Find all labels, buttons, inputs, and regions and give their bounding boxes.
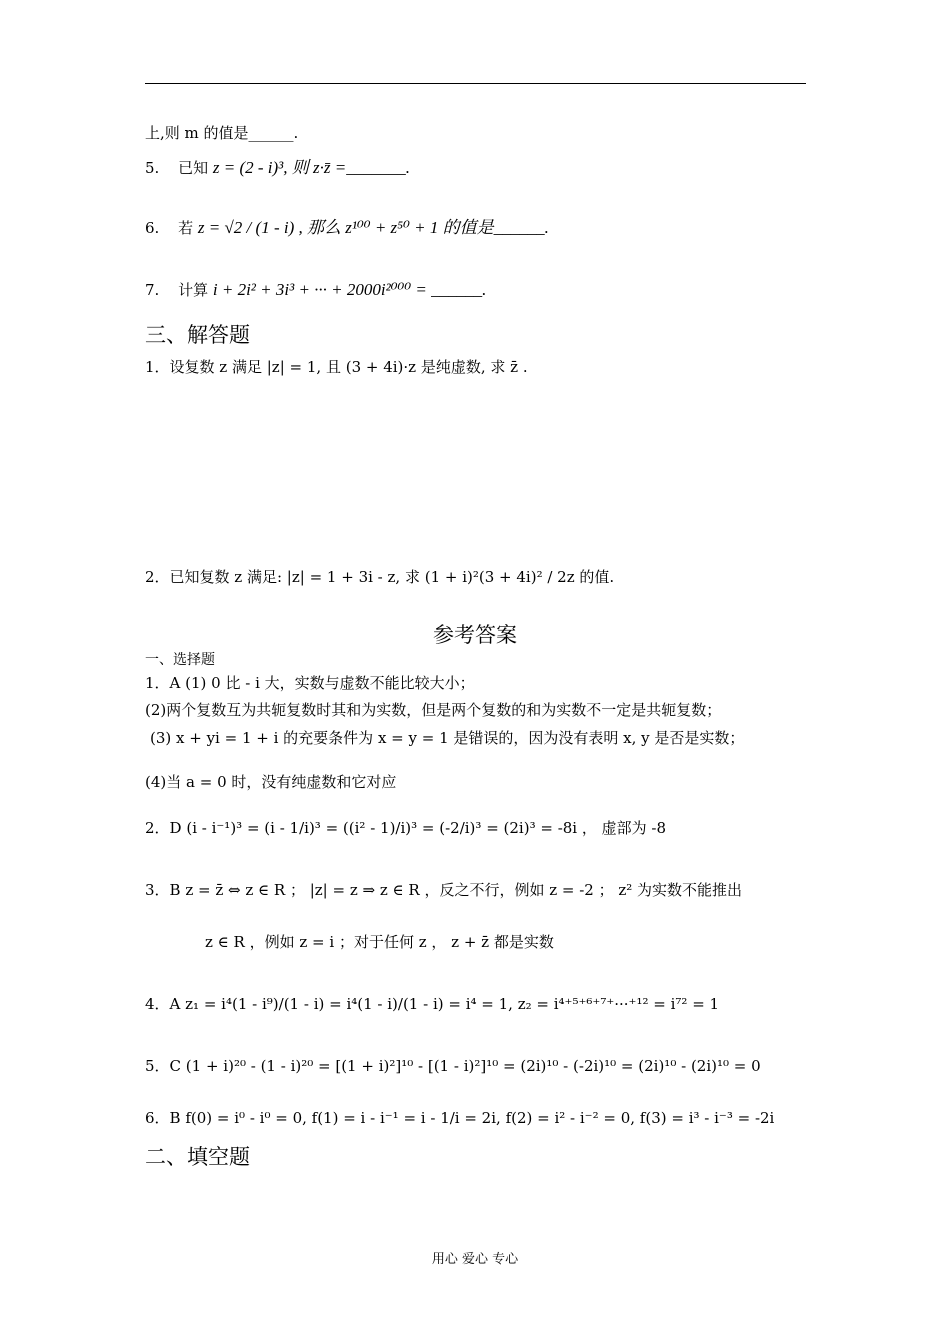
problem-1: 1．设复数 z 满足 |z| = 1, 且 (3 + 4i)·z 是纯虚数, 求 z̄ . [145,358,528,376]
answer-2: 2．D (i - i⁻¹)³ = (i - 1/i)³ = ((i² - 1)/i)³ = (-2/i)³ = (2i)³ = -8i ， 虚部为 -8 [145,819,667,837]
answer-1-line-2: (2)两个复数互为共轭复数时其和为实数，但是两个复数的和为实数不一定是共轭复数； [145,701,722,719]
header-rule [145,83,806,84]
answer-1-line-3: (3) x + yi = 1 + i 的充要条件为 x = y = 1 是错误的，因为没有表明 x, y 是否是实数； [150,729,745,747]
answers-section-1: 一、选择题 [145,652,215,668]
answer-4: 4．A z₁ = i⁴(1 - i⁹)/(1 - i) = i⁴(1 - i)/(1 - i) = i⁴ = 1, z₂ = i⁴⁺⁵⁺⁶⁺⁷⁺···⁺¹² = i⁷² = 1 [145,995,720,1013]
q4-tail: 上,则 m 的值是______. [145,124,299,142]
answer-5: 5．C (1 + i)²⁰ - (1 - i)²⁰ = [(1 + i)²]¹⁰ - [(1 - i)²]¹⁰ = (2i)¹⁰ - (-2i)¹⁰ = (2i)¹⁰ - (2i)¹⁰ = 0 [145,1057,761,1075]
problem-2: 2．已知复数 z 满足: |z| = 1 + 3i - z, 求 (1 + i)²(3 + 4i)² / 2z 的值. [145,568,615,586]
question-7 [145,280,486,300]
answers-title: 参考答案 [433,623,517,647]
q6-expression: z = √2 / (1 - i) , 那么 z¹⁰⁰ + z⁵⁰ + 1 的值是______. [197,218,549,237]
page-footer: 用心 爱心 专心 [431,1252,519,1267]
answer-1-line-4: (4)当 a = 0 时，没有纯虚数和它对应 [145,773,397,791]
question-6 [145,218,549,238]
q5-number: 5. [145,159,160,177]
q7-number: 7. [145,281,160,299]
q6-lead: 若 [178,219,194,237]
answers-section-2: 二、填空题 [145,1145,250,1169]
q7-expression: i + 2i² + 3i³ + ··· + 2000i²⁰⁰⁰ = ______. [212,280,487,299]
q5-lead: 已知 [178,159,209,177]
answer-3-line-1: 3．B z = z̄ ⇔ z ∈ R ； |z| = z ⇒ z ∈ R ，反之不行，例如 z = -2 ； z² 为实数不能推出 [145,881,743,899]
section-3-heading: 三、解答题 [145,323,250,347]
answer-3-line-2: z ∈ R ，例如 z = i ；对于任何 z ， z + z̄ 都是实数 [205,933,554,951]
answer-1-line-1: 1．A (1) 0 比 - i 大，实数与虚数不能比较大小； [145,674,475,692]
q5-expression: z = (2 - i)³, 则 z·z̄ =_______. [212,158,410,177]
q7-lead: 计算 [178,281,209,299]
q6-number: 6. [145,219,160,237]
answer-6: 6．B f(0) = i⁰ - i⁰ = 0, f(1) = i - i⁻¹ = i - 1/i = 2i, f(2) = i² - i⁻² = 0, f(3) = i³ - i⁻³ = -2i [145,1109,775,1127]
question-5 [145,158,410,178]
